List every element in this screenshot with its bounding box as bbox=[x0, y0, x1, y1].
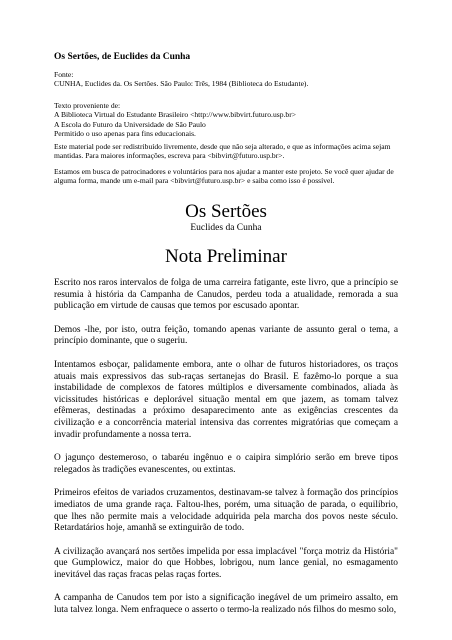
source-citation: CUNHA, Euclides da. Os Sertões. São Paulo: Três, 1984 (Biblioteca do Estudante). bbox=[54, 79, 309, 89]
provenance-line: Permitido o uso apenas para fins educacionais. bbox=[54, 129, 196, 139]
sponsorship-notice bbox=[54, 167, 399, 186]
notice-line: Estamos em busca de patrocinadores e voluntários para nos ajudar a manter este projeto. Se você quer ajudar de bbox=[54, 167, 394, 176]
paragraph: A civilização avançará nos sertões impelida por essa implacável "força motriz da História" que Gumplowicz, maior do que Hobbes, lobrigou, num lance genial, no esmagamento inevitável das raças fracas pelas raças fortes. bbox=[54, 546, 398, 580]
paragraph: Demos -lhe, por isto, outra feição, tomando apenas variante de assunto geral o tema, a princípio dominante, que o sugeriu. bbox=[54, 324, 398, 347]
body-text bbox=[54, 278, 398, 629]
provenance-block bbox=[54, 101, 399, 139]
paragraph: Escrito nos raros intervalos de folga de uma carreira fatigante, este livro, que a princípio se resumia à história da Campanha de Canudos, perdeu toda a atualidade, remorada a sua publicação em virtude de causas que temos por escusado apontar. bbox=[54, 278, 398, 312]
book-author: Euclides da Cunha bbox=[190, 223, 262, 233]
notice-line: alguma forma, mande um e-mail para <bibvirt@futuro.usp.br> e saiba como isso é possível. bbox=[54, 176, 335, 186]
redistribution-notice bbox=[54, 142, 399, 161]
source-label: Fonte: bbox=[54, 70, 74, 79]
paragraph: A campanha de Canudos tem por isto a significação inegável de um primeiro assalto, em luta talvez longa. Nem enfraquece o asserto o termo-la realizado nós filhos do mesmo solo, bbox=[54, 593, 398, 616]
paragraph: Intentamos esboçar, palidamente embora, ante o olhar de futuros historiadores, os traços atuais mais expressivos das sub-raças sertanejas do Brasil. E fazêmo-lo porque a sua instabilidade de complexos de fatores múltiplos e diversamente combinados, aliada às vicissitudes históricas e deplorável situação mental em que jazem, as tomam talvez efêmeras, destinadas a próximo desaparecimento ante as exigências crescentes da civilização e a concorrência material intensiva das correntes migratórias que começam a invadir profundamente a nossa terra. bbox=[54, 359, 398, 440]
book-title: Os Sertões bbox=[185, 201, 267, 222]
document-title: Os Sertões, de Euclides da Cunha bbox=[54, 52, 191, 62]
section-title: Nota Preliminar bbox=[165, 246, 287, 267]
source-block bbox=[54, 70, 399, 89]
paragraph: Primeiros efeitos de variados cruzamentos, destinavam-se talvez à formação dos princípios imediatos de uma grande raça. Faltou-lhes, porém, uma situação de parada, o equilíbrio, que lhes não permite mais a velocidade adquirida pela marcha dos povos neste século. Retardatários hoje, amanhã se extinguirão de todo. bbox=[54, 488, 398, 534]
provenance-line: A Biblioteca Virtual do Estudante Brasileiro <http://www.bibvirt.futuro.usp.br> bbox=[54, 110, 297, 120]
provenance-line: Texto proveniente de: bbox=[54, 101, 121, 110]
provenance-line: A Escola do Futuro da Universidade de São Paulo bbox=[54, 119, 206, 129]
paragraph: O jagunço destemeroso, o tabaréu ingênuo e o caipira simplório serão em breve tipos relegados às tradições evanescentes, ou extintas. bbox=[54, 453, 398, 475]
notice-line: Este material pode ser redistribuído livremente, desde que não seja alterado, e que as informações acima sejam bbox=[54, 142, 391, 151]
notice-line: mantidas. Para maiores informações, escreva para <bibvirt@futuro.usp.br>. bbox=[54, 151, 285, 161]
